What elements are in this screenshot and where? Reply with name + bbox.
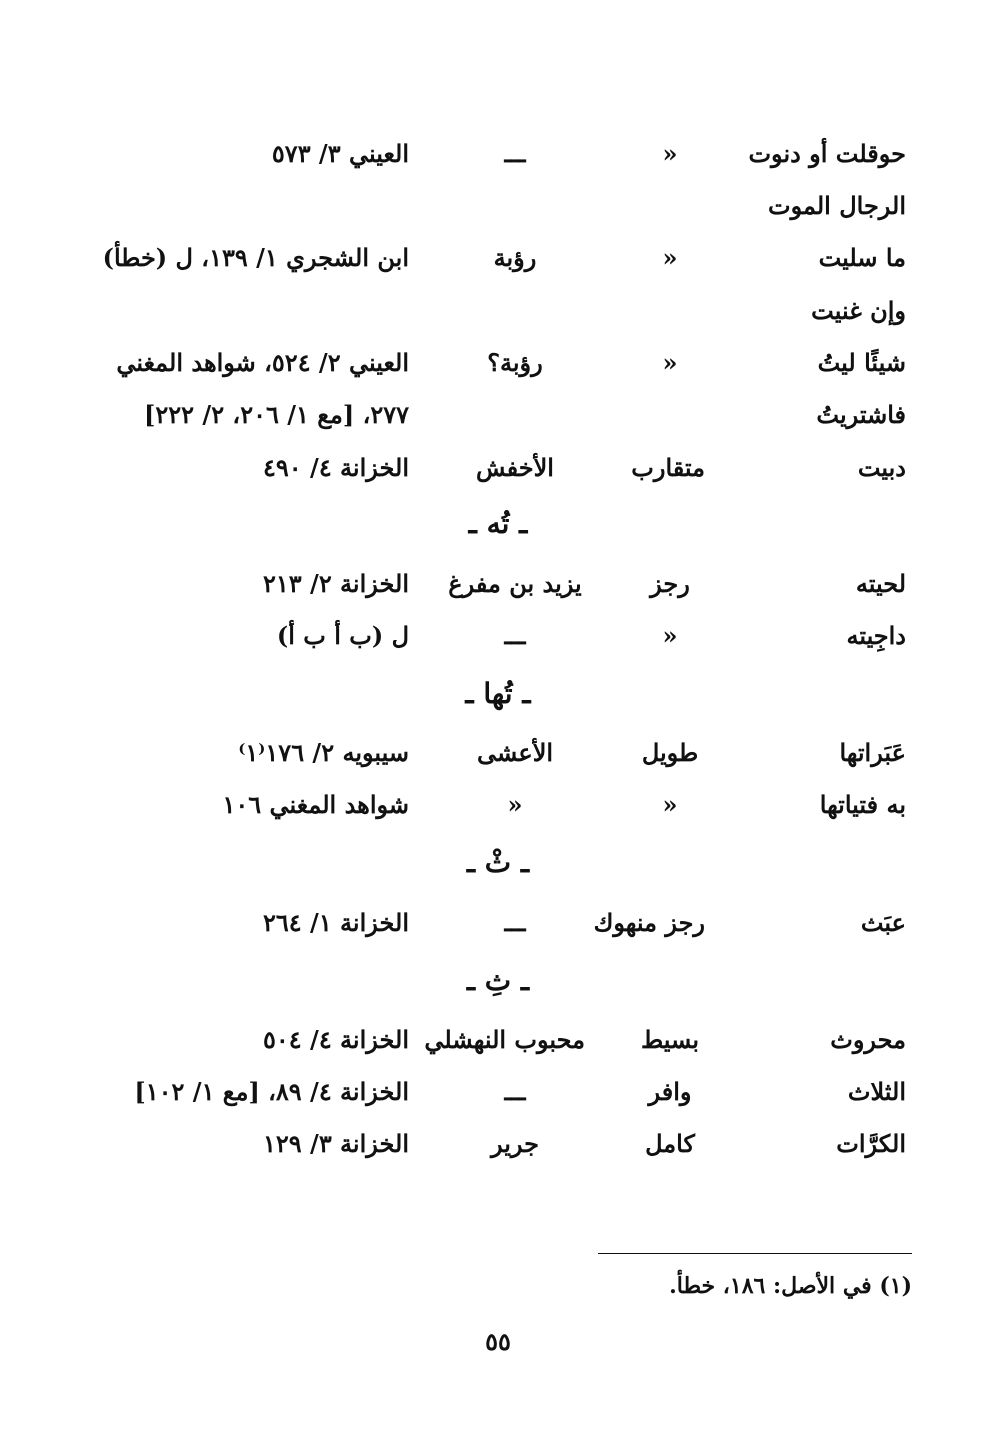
table-row — [0, 1122, 996, 1166]
table-row — [0, 393, 996, 437]
rhyme-word: عبَث — [860, 908, 906, 937]
meter: طويل — [641, 738, 699, 767]
source: العيني ٢/ ٥٢٤، شواهد المغني — [116, 348, 409, 377]
footnote-divider — [598, 1253, 912, 1254]
source: الخزانة ٣/ ١٢٩ — [263, 1129, 409, 1158]
section-heading: ـ تُه ـ — [468, 507, 528, 540]
table-row — [0, 446, 996, 490]
poet: جرير — [491, 1129, 539, 1158]
source: الخزانة ٤/ ٨٩، [مع ١/ ١٠٢] — [134, 1077, 409, 1106]
source: سيبويه ٢/ ١٧٦⁽١⁾ — [238, 738, 409, 767]
poet: ـــ — [504, 139, 526, 168]
meter: بسيط — [640, 1025, 700, 1054]
poet: ـــ — [504, 908, 526, 937]
source: الخزانة ٤/ ٤٩٠ — [263, 453, 409, 482]
meter: متقارب — [631, 453, 705, 482]
section-heading: ـ تُها ـ — [465, 677, 531, 710]
table-row — [0, 132, 996, 176]
source: الخزانة ٢/ ٢١٣ — [263, 569, 409, 598]
rhyme-word: دبيت — [857, 453, 906, 482]
rhyme-word: وإن غنيت — [811, 296, 906, 325]
meter: رجز — [650, 569, 690, 598]
rhyme-word: فاشتريتُ — [816, 400, 906, 429]
meter: وافر — [648, 1077, 692, 1106]
rhyme-word: ما سليت — [818, 243, 906, 272]
table-row — [0, 289, 996, 333]
meter: « — [662, 621, 678, 650]
poet: رؤبة؟ — [487, 348, 543, 377]
meter: رجز منهوك — [593, 908, 705, 937]
source: الخزانة ١/ ٢٦٤ — [263, 908, 409, 937]
source: شواهد المغني ١٠٦ — [222, 790, 409, 819]
meter: كامل — [645, 1129, 695, 1158]
poet: الأعشى — [476, 738, 554, 767]
table-row — [0, 184, 996, 228]
table-row — [0, 731, 996, 775]
table-row — [0, 1018, 996, 1062]
table-row — [0, 341, 996, 385]
meter: « — [662, 790, 678, 819]
poet: يزيد بن مفرغ — [448, 569, 582, 598]
rhyme-word: به فتياتها — [819, 790, 906, 819]
rhyme-word: محروث — [830, 1025, 906, 1054]
rhyme-word: داجِيته — [846, 621, 906, 650]
rhyme-word: شيئًا ليتُ — [817, 348, 906, 377]
rhyme-word: الكرَّات — [836, 1129, 906, 1158]
rhyme-word: عَبَراتها — [839, 738, 906, 767]
footnote: (١) في الأصل: ١٨٦، خطأ. — [669, 1273, 912, 1299]
source: ابن الشجري ١/ ١٣٩، ل (خطأ) — [102, 243, 409, 272]
poet: ـــ — [504, 1077, 526, 1106]
rhyme-word: الرجال الموت — [767, 191, 906, 220]
rhyme-word: حوقلت أو دنوت — [748, 139, 906, 168]
table-row — [0, 562, 996, 606]
table-row — [0, 614, 996, 658]
section-heading: ـ ثِ ـ — [466, 964, 530, 997]
source: الخزانة ٤/ ٥٠٤ — [263, 1025, 409, 1054]
table-row — [0, 783, 996, 827]
table-row — [0, 236, 996, 280]
source: ل (ب أ ب أ) — [276, 621, 409, 650]
meter: « — [662, 139, 678, 168]
rhyme-word: لحيته — [855, 569, 906, 598]
rhyme-word: الثلاث — [847, 1077, 906, 1106]
table-row — [0, 1070, 996, 1114]
source: العيني ٣/ ٥٧٣ — [271, 139, 409, 168]
source: ٢٧٧، [مع ١/ ٢٠٦، ٢/ ٢٢٢] — [144, 400, 409, 429]
section-heading: ـ ثْ ـ — [466, 846, 530, 879]
table-row — [0, 901, 996, 945]
meter: « — [662, 348, 678, 377]
page-number: ٥٥ — [485, 1327, 511, 1356]
poet: الأخفش — [476, 453, 554, 482]
poet: « — [507, 790, 523, 819]
poet: محبوب النهشلي — [424, 1025, 585, 1054]
poet: ـــ — [504, 621, 526, 650]
poet: رؤبة — [493, 243, 537, 272]
meter: « — [662, 243, 678, 272]
